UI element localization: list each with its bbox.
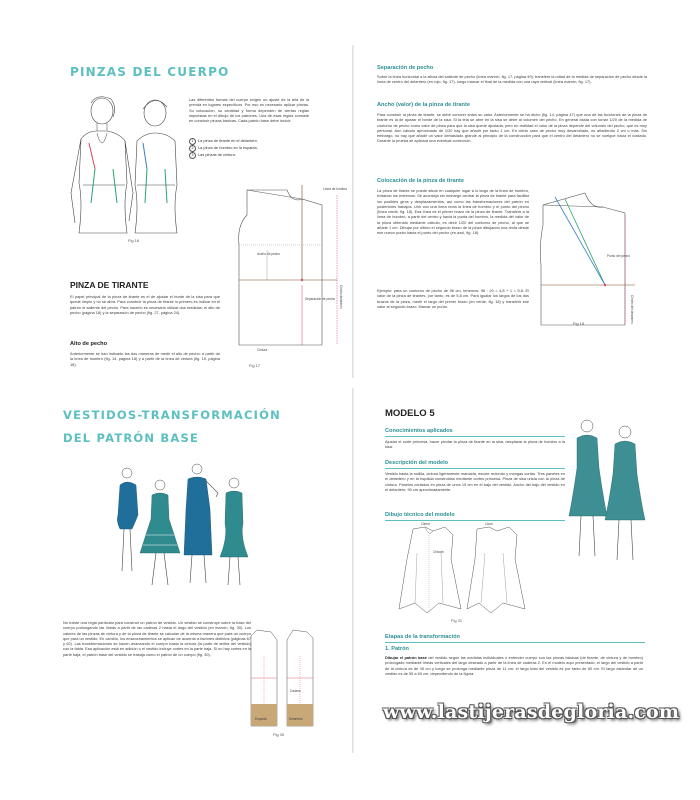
descripcion-text: Vestido hasta la rodilla, cintura ligeramente marcada, escote redondo y mangas cortas. Tres paneles en el delantero y en la espalda construidos mediante cortes princesa. Pinza de sisa unida con la pinza de cintura. Paneles cortados en pieza de unos 15 cm en el bajo del vestido. Ancho del bajo del vestido en el delantero: 90 cm aproximadamente.: [385, 471, 565, 492]
label-chicote: Chicote: [433, 550, 444, 554]
figure-16-caption: Fig 16: [128, 238, 140, 243]
descripcion-title: Descripción del modelo: [385, 460, 449, 466]
alto-pecho-title: Alto de pecho: [70, 341, 107, 347]
pinza-tirante-text: El papel principal de la pinza de tirante es el de ajustar el borde de la sisa para que quede limpio y no se abra. Para construir la pinza de tirante lo primero es indicar en el patrón el saliente del pecho. Para hacerlo es necesario utilizar dos medidas: el alto de pecho (página 18) y la separación de pecho (fig. 27, página 24).: [70, 294, 220, 315]
figure-16-illustration: [67, 93, 187, 283]
conocimientos-title: Conocimientos aplicados: [385, 428, 453, 434]
colocacion-pinza-title: Colocación de la pinza de tirante: [377, 178, 465, 184]
page-top-left: [37, 45, 350, 378]
etapas-title: Etapas de la transformación: [385, 634, 460, 640]
label-13mm: 13mm: [421, 522, 430, 526]
section-title-pinza-tirante: PINZA DE TIRANTE: [70, 280, 149, 290]
bottom-spread-gutter: [352, 388, 354, 753]
label-cintura: Cintura: [257, 348, 268, 352]
label-delantero: Delantero: [289, 717, 303, 721]
modelo-5-illustration: [567, 416, 647, 566]
alto-pecho-text: Anteriormente se han indicado las dos maneras de medir el alto de pecho: a partir de la línea de hombro (fig. 14, página 18) y a partir de la línea de cintura (fig. 15, página 18).: [70, 351, 220, 367]
top-spread-gutter: [352, 45, 354, 378]
basic-darts-list: [189, 138, 309, 159]
ancho-pinza-title: Ancho (valor) de la pinza de tirante: [377, 102, 470, 108]
page-bottom-right: [355, 388, 680, 753]
ejemplo-text: Ejemplo: para un contorno de pecho de 96 cm, tenemos: 96 : 20 = 4,8 + 1 = 5,8. El valor de la pinza de tirantes, por tanto, es de 5,8 cm. Para igualar los largos de los dos brazos de la pinza, medir el largo del primer brazo (en verde, fig. 18) y transferir ese valor al segundo brazo. Marcar un punto.: [377, 288, 529, 309]
ancho-pinza-text: Para construir la pinza de tirante, se debe conocer antes su valor. Anteriormente se ha dicho (fig. 14, página 47) que una de las funciones de la pinza de tirante es la de ajustar el borde de la sisa. Si la tela se abre en la sisa se debe al volumen del pecho. En general basta con tomar 1/20 de la medida de contorno de pecho como valor de pinza para que la sisa quede ajustada, pero en realidad el valor de la pinza depende del volumen del pecho, que es muy personal. Aun cálculo aproximado de 1/20 hay que añadir por tanto 1 cm. En cierto caso de pecho muy desarrollado, es añadiendo 2 cm o más. Sin embargo, no hay que añadir un valor demasiado grande al principio de la construcción para que el centro del delantero no se vuelque hacia el costado. Durante la prueba se aplicará una eventual corrección.: [377, 112, 647, 144]
figure-18-caption: Fig 18: [573, 321, 585, 326]
divider: [385, 436, 565, 437]
label-centro-delantero: Centro del delantero: [630, 295, 634, 324]
dibujo-tecnico-title: Dibujo técnico del modelo: [385, 512, 455, 518]
label-14cm: 14cm: [485, 522, 493, 526]
step-1-title: 1. Patrón: [385, 646, 409, 652]
conocimientos-text: Ajustar el corte princesa, hacer pivotar la pinza de tirante en la sisa, desplazar la pinza de hombro a la sisa.: [385, 439, 565, 450]
divider: [385, 468, 565, 469]
figure-30-caption: Fig 30: [273, 732, 285, 737]
divider: [385, 642, 645, 643]
figure-31-technical-drawing: [395, 523, 535, 618]
intro-text: Las diferentes formas del cuerpo exigen un ajuste de la tela de la prenda en lugares específicos. Por eso es necesario aplicar pinzas. Su colocación, su cantidad y forma dependen de ciertas reglas impuestas en el dibujo de los patrones. Una de esas reglas consiste en construir pinzas básicas. Cada patrón base debe incluir:: [189, 97, 309, 124]
figure-17-caption: Fig 17: [249, 363, 261, 368]
separacion-pecho-text: Sobre la línea horizontal a la altura del saliente de pecho (línea marrón, fig. 17, página 49), transferir la mitad de la medida de separación de pecho desde la línea de centro del delantero (en rojo, fig. 17), luego marcar el final de la medida con una raya vertical (línea marrón, fig. 17).: [377, 74, 647, 85]
chapter-title-line-1: VESTIDOS-TRANSFORMACIÓN: [63, 408, 281, 422]
page-bottom-left: [37, 388, 350, 753]
list-item: 3 Las pinzas de cintura.: [189, 152, 309, 159]
label-ancho-pecho: Ancho de pecho: [257, 252, 281, 256]
dress-models-illustration: [112, 463, 262, 603]
figure-17-pattern: [227, 185, 347, 355]
vestidos-intro-text: No existe una regla particular para construir un patrón de vestido. Un vestido se construye sobre la base del cuerpo prolongando las líneas a partir de las caderas 2 hasta el largo del vestido (en marrón, fig. 30). Los valores de las pinzas de cintura y de la pinza de tirante se calculan de la misma manera que para un cuerpo que para un vestido. En cambio, los ensanchamientos se aplican de acuerdo a factores distintos (páginas 67 y 62). Las transformaciones se hacen avanzando el cuerpo hasta la cintura (la parte de arriba del vestido) con la falda. Esa aplicación está en adición o el vestido incluye cortes en la parte baja. Si no hay cortes en la parte baja, el patrón base del vestido se trabaja como el patrón de un cuerpo (fig. 30).: [63, 620, 251, 657]
label-linea-hombro: Línea de hombro: [323, 187, 348, 191]
list-item: 2 La pinza de hombro en la espalda.: [189, 145, 309, 152]
label-punto-pecho: Punto del pecho: [607, 254, 631, 258]
chapter-title-line-2: DEL PATRÓN BASE: [63, 431, 200, 445]
separacion-pecho-title: Separación de pecho: [377, 65, 434, 71]
label-cadera: Cadera: [290, 689, 301, 693]
figure-18-pattern: [535, 185, 645, 335]
model-title: MODELO 5: [385, 408, 435, 419]
step-1-text: [385, 655, 643, 676]
label-espalda: Espalda: [255, 717, 267, 721]
figure-30-pattern: [247, 626, 327, 726]
step-1-body: del vestido según las medidas individuales o entender cuerpo con las pinzas básicas (de tirante, de cintura y de hombro) prolongado mediante líneas verticales del largo deseado a partir de la línea de caderas 2. En el modelo aquí presentado, el largo del vestido a partir de la cintura es de 45 cm y luego se prolonga mediante pinza de 11 cm; el largo total del vestido es por tanto de 60 cm. El largo estándar de un vestido es de 55 a 60 cm, dependiendo de la figura.: [385, 655, 643, 676]
list-item: 1 La pinza de tirante en el delantero.: [189, 138, 309, 145]
page-title: PINZAS DEL CUERPO: [70, 65, 230, 79]
figure-31-caption: Fig 31: [451, 618, 463, 623]
step-1-bold: Dibujar el patrón base: [385, 655, 427, 660]
page-top-right: [355, 45, 663, 378]
watermark-url: www.lastijerasdegloria.com: [383, 701, 680, 723]
colocacion-pinza-text: La pinza de tirante se puede situar en cualquier lugar a lo largo de la línea de hombro, evitando los extremos. Se aconseja sin embargo centrar la pinza de tirante para facilitar los posibles giros y desplazamientos, así como las transformaciones del patrón en posteriores trabajos. Unir con una línea recta la línea de hombro y el punto del pecho (línea verde, fig. 18). Esa línea es el primer brazo de la pinza de tirante. Transferir a la línea de hombro, a partir del centro y hacia la punta del hombro, la medida del valor de la pinza obtenido mediante cálculo, es decir 1/20 del contorno de pecho, al que se añade 1 cm. Dibujar por último el segundo brazo de la pinza dibujando una recta desde ese nuevo punto hasta el punto del pecho (en azul, fig. 18).: [377, 188, 529, 236]
label-centro-delantero: Centro delantero: [339, 285, 343, 309]
label-separacion: Separación de pecho: [305, 297, 336, 301]
divider: [385, 520, 565, 521]
